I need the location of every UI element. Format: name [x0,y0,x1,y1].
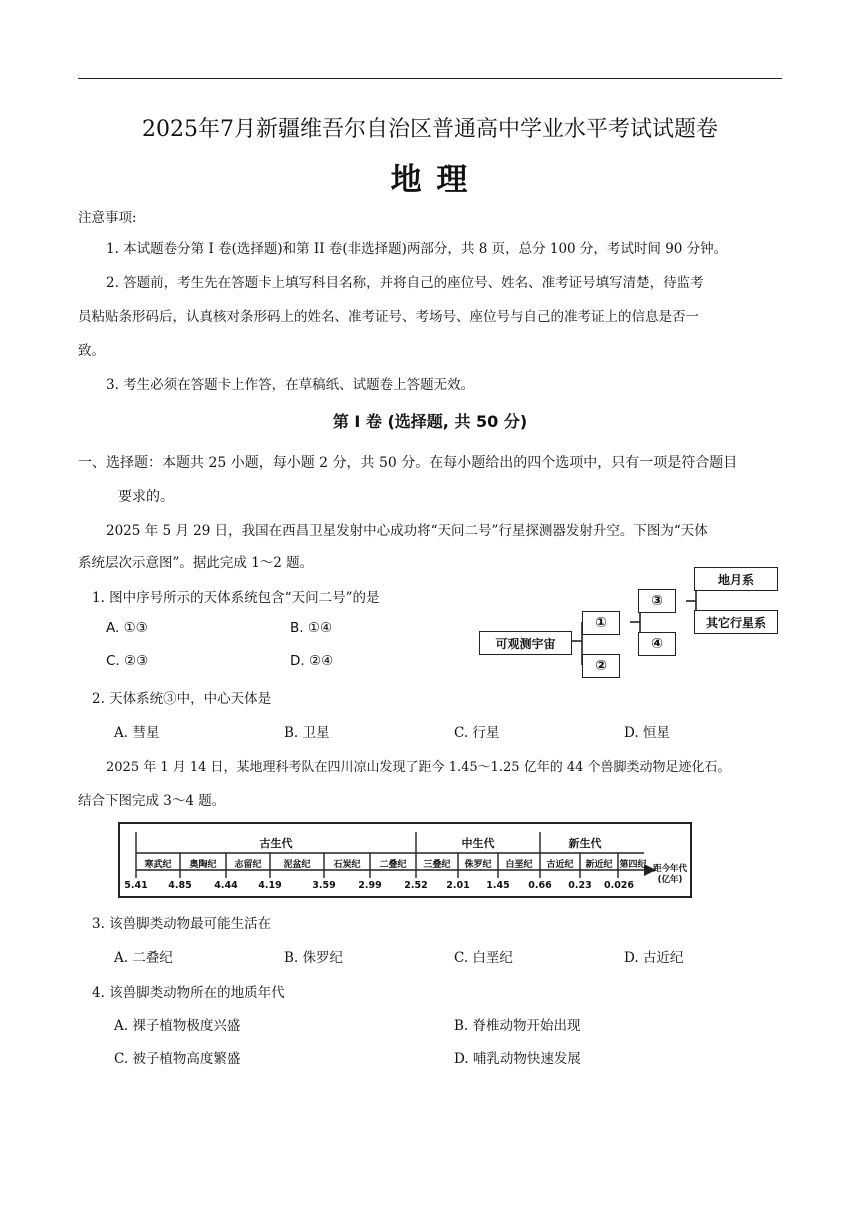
diagram-node-other-planetary-systems: 其它行星系 [694,610,778,634]
notice-item-1: 1. 本试题卷分第 I 卷(选择题)和第 II 卷(非选择题)两部分，共 8 页，总分 100 分，考试时间 90 分钟。 [106,241,728,257]
question-2-option-d: D. 恒星 [624,725,670,741]
question-4-option-a: A. 裸子植物极度兴盛 [114,1018,241,1034]
question-1-stem: 1. 图中序号所示的天体系统包含“天问二号”的是 [92,590,380,606]
passage-2-line-1: 2025 年 1 月 14 日，某地理科考队在四川凉山发现了距今 1.45～1.25 亿年的 44 个兽脚类动物足迹化石。 [106,760,731,775]
timeline-age: 0.026 [603,880,635,891]
timeline-period: 新近纪 [585,860,613,870]
diagram-node-earth-moon-system: 地月系 [694,567,778,591]
header-rule [78,78,782,79]
timeline-age: 2.52 [404,880,428,891]
question-3-stem: 3. 该兽脚类动物最可能生活在 [92,916,272,932]
notice-item-3: 3. 考生必须在答题卡上作答，在草稿纸、试题卷上答题无效。 [106,377,475,393]
timeline-period: 侏罗纪 [464,860,492,870]
question-3-option-b: B. 侏罗纪 [284,950,344,966]
timeline-period: 古近纪 [546,860,574,870]
section-instruction-line-1: 一、选择题：本题共 25 小题，每小题 2 分，共 50 分。在每小题给出的四个选项中，只有一项是符合题目 [78,455,738,471]
section-instruction-line-2: 要求的。 [118,489,174,505]
diagram-node-4: ④ [638,632,676,656]
exam-title: 2025年7月新疆维吾尔自治区普通高中学业水平考试试题卷 [142,117,718,142]
timeline-period: 志留纪 [234,860,262,870]
notice-item-2-line-3: 致。 [78,343,105,359]
timeline-age: 0.23 [568,880,592,891]
question-4-option-d: D. 哺乳动物快速发展 [454,1051,581,1067]
timeline-axis-label [648,864,692,886]
subject-title: 地 理 [390,162,470,198]
diagram-node-3: ③ [638,589,676,613]
timeline-axis-label-line-2: (亿年) [657,875,683,885]
timeline-period: 石炭纪 [333,860,361,870]
question-1-option-c: C. ②③ [106,653,149,669]
timeline-age: 5.41 [124,880,148,891]
section-title: 第 I 卷 (选择题, 共 50 分) [332,412,528,431]
timeline-age: 1.45 [486,880,510,891]
timeline-period: 白垩纪 [505,860,533,870]
question-4-option-b: B. 脊椎动物开始出现 [454,1018,581,1034]
question-3-option-a: A. 二叠纪 [114,950,173,966]
timeline-age: 4.44 [214,880,238,891]
timeline-age: 2.01 [446,880,470,891]
notice-item-2-line-1: 2. 答题前，考生先在答题卡上填写科目名称，并将自己的座位号、姓名、准考证号填写清楚，待监考 [106,275,704,291]
timeline-period: 第四纪 [619,860,647,870]
question-2-option-b: B. 卫星 [284,725,330,741]
passage-1-line-2: 系统层次示意图”。据此完成 1～2 题。 [78,555,314,571]
timeline-age: 4.85 [168,880,192,891]
question-2-option-a: A. 彗星 [114,725,160,741]
timeline-era-paleozoic: 古生代 [259,837,293,850]
timeline-age: 2.99 [358,880,382,891]
geologic-timeline [118,822,692,898]
timeline-period: 三叠纪 [423,860,451,870]
question-4-option-c: C. 被子植物高度繁盛 [114,1051,241,1067]
question-3-option-c: C. 白垩纪 [454,950,513,966]
passage-2-line-2: 结合下图完成 3～4 题。 [78,793,226,809]
timeline-era-mesozoic: 中生代 [461,837,495,850]
timeline-period: 二叠纪 [379,860,407,870]
timeline-period: 奥陶纪 [189,860,217,870]
timeline-period: 泥盆纪 [283,860,311,870]
question-2-option-c: C. 行星 [454,725,500,741]
timeline-period: 寒武纪 [144,860,172,870]
diagram-node-observable-universe: 可观测宇宙 [479,631,572,655]
question-1-option-b: B. ①④ [290,620,333,636]
question-3-option-d: D. 古近纪 [624,950,684,966]
timeline-axis-label-line-1: 距今年代 [652,864,687,874]
timeline-era-cenozoic: 新生代 [568,837,602,850]
question-4-stem: 4. 该兽脚类动物所在的地质年代 [92,985,285,1001]
notice-item-2-line-2: 员粘贴条形码后，认真核对条形码上的姓名、准考证号、考场号、座位号与自己的准考证上的信息是否一 [78,309,699,325]
timeline-age: 0.66 [528,880,552,891]
passage-1-line-1: 2025 年 5 月 29 日，我国在西昌卫星发射中心成功将“天问二号”行星探测器发射升空。下图为“天体 [106,523,708,539]
timeline-age: 3.59 [312,880,336,891]
diagram-node-2: ② [582,654,620,678]
question-2-stem: 2. 天体系统③中，中心天体是 [92,691,272,707]
question-1-option-a: A. ①③ [106,620,148,636]
notice-heading: 注意事项: [78,210,137,226]
timeline-age: 4.19 [258,880,282,891]
question-1-option-d: D. ②④ [290,653,334,669]
diagram-node-1: ① [582,611,620,635]
